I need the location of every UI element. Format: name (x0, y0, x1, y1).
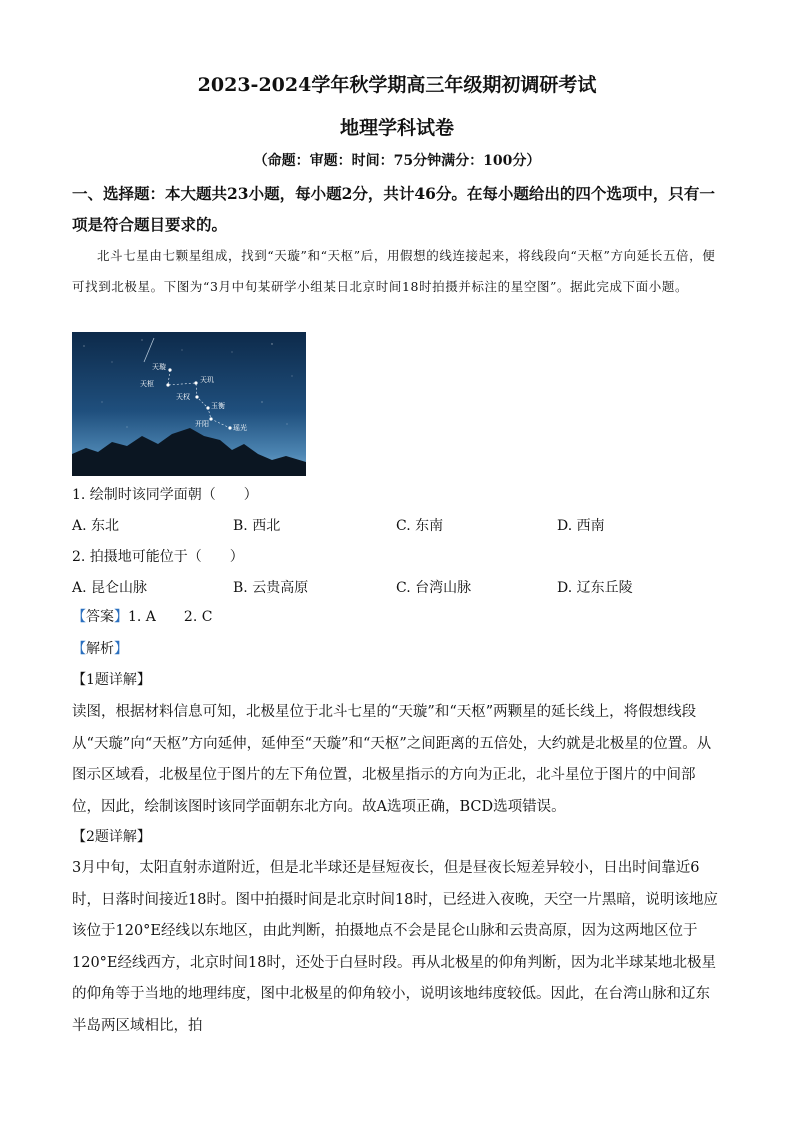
question-2-option-b: B. 云贵高原 (233, 580, 309, 596)
q1-explanation: 读图，根据材料信息可知，北极星位于北斗七星的“天璇”和“天枢”两颗星的延长线上，将假想线段从“天璇”向“天枢”方向延伸，延伸至“天璇”和“天枢”之间距离的五倍处，大约就是北极星的位置。从图示区域看，北极星位于图片的左下角位置，北极星指示的方向为正北，北斗星位于图片的中间部位，因此，绘制该图时该同学面朝东北方向。故A选项正确，BCD选项错误。 (72, 704, 712, 815)
question-2-option-d: D. 辽东丘陵 (557, 580, 633, 596)
question-1-option-c: C. 东南 (396, 518, 444, 534)
question-2-stem: 2. 拍摄地可能位于（ ） (72, 549, 244, 565)
exam-subject: 地理学科试卷 (339, 117, 454, 139)
q2-explanation: 3月中旬，太阳直射赤道附近，但是北半球还是昼短夜长，但是昼夜长短差异较小，日出时间靠近6时，日落时间接近18时。图中拍摄时间是北京时间18时，已经进入夜晚，天空一片黑暗，说明该地应该位于120°E经线以东地区，由此判断，拍摄地点不会是昆仑山脉和云贵高原，因为这两地区位于120°E经线西方，北京时间18时，还处于白昼时段。再从北极星的仰角判断，因为北半球某地北极星的仰角等于当地的地理纬度，图中北极星的仰角较小，说明该地纬度较低。因此，在台湾山脉和辽东半岛两区域相比，拍 (72, 860, 718, 1034)
question-2-option-c: C. 台湾山脉 (396, 580, 472, 596)
answer-line: 【答案】1. A 2. C (72, 609, 213, 625)
answer-label: 答案 (86, 609, 114, 625)
question-2-option-a: A. 昆仑山脉 (72, 580, 148, 596)
star-label-tianxuan: 天璇 (152, 363, 166, 371)
question-1-option-d: D. 西南 (557, 518, 605, 534)
star-map-photo (72, 332, 306, 476)
star-label-yaoguang: 瑶光 (233, 424, 247, 432)
section-heading: 一、选择题：本大题共23小题，每小题2分，共计46分。在每小题给出的四个选项中，只有一项是符合题目要求的。 (72, 184, 715, 234)
star-label-tianshu: 天枢 (140, 380, 154, 388)
exam-meta: （命题：审题：时间：75分钟满分：100分） (253, 153, 541, 169)
material-text: 北斗七星由七颗星组成，找到“天璇”和“天枢”后，用假想的线连接起来，将线段向“天枢”方向延长五倍，便可找到北极星。下图为“3月中旬某研学小组某日北京时间18时拍摄并标注的星空图”。据此完成下面小题。 (72, 248, 716, 294)
question-1-stem: 1. 绘制时该同学面朝（ ） (72, 487, 258, 503)
q2-detail-tag: 【2题详解】 (72, 829, 151, 845)
q1-detail-tag: 【1题详解】 (72, 672, 151, 688)
exam-title: 2023-2024学年秋学期高三年级期初调研考试 (197, 74, 597, 96)
star-label-yuheng: 玉衡 (211, 402, 225, 410)
star-label-tianji: 天玑 (200, 376, 214, 384)
analysis-tag: 【解析】 (72, 641, 128, 657)
answer-value: 1. A 2. C (128, 609, 213, 625)
question-1-option-b: B. 西北 (233, 518, 281, 534)
star-label-kaiyang: 开阳 (195, 420, 209, 428)
question-1-option-a: A. 东北 (72, 518, 120, 534)
star-label-tianquan: 天权 (176, 393, 190, 401)
